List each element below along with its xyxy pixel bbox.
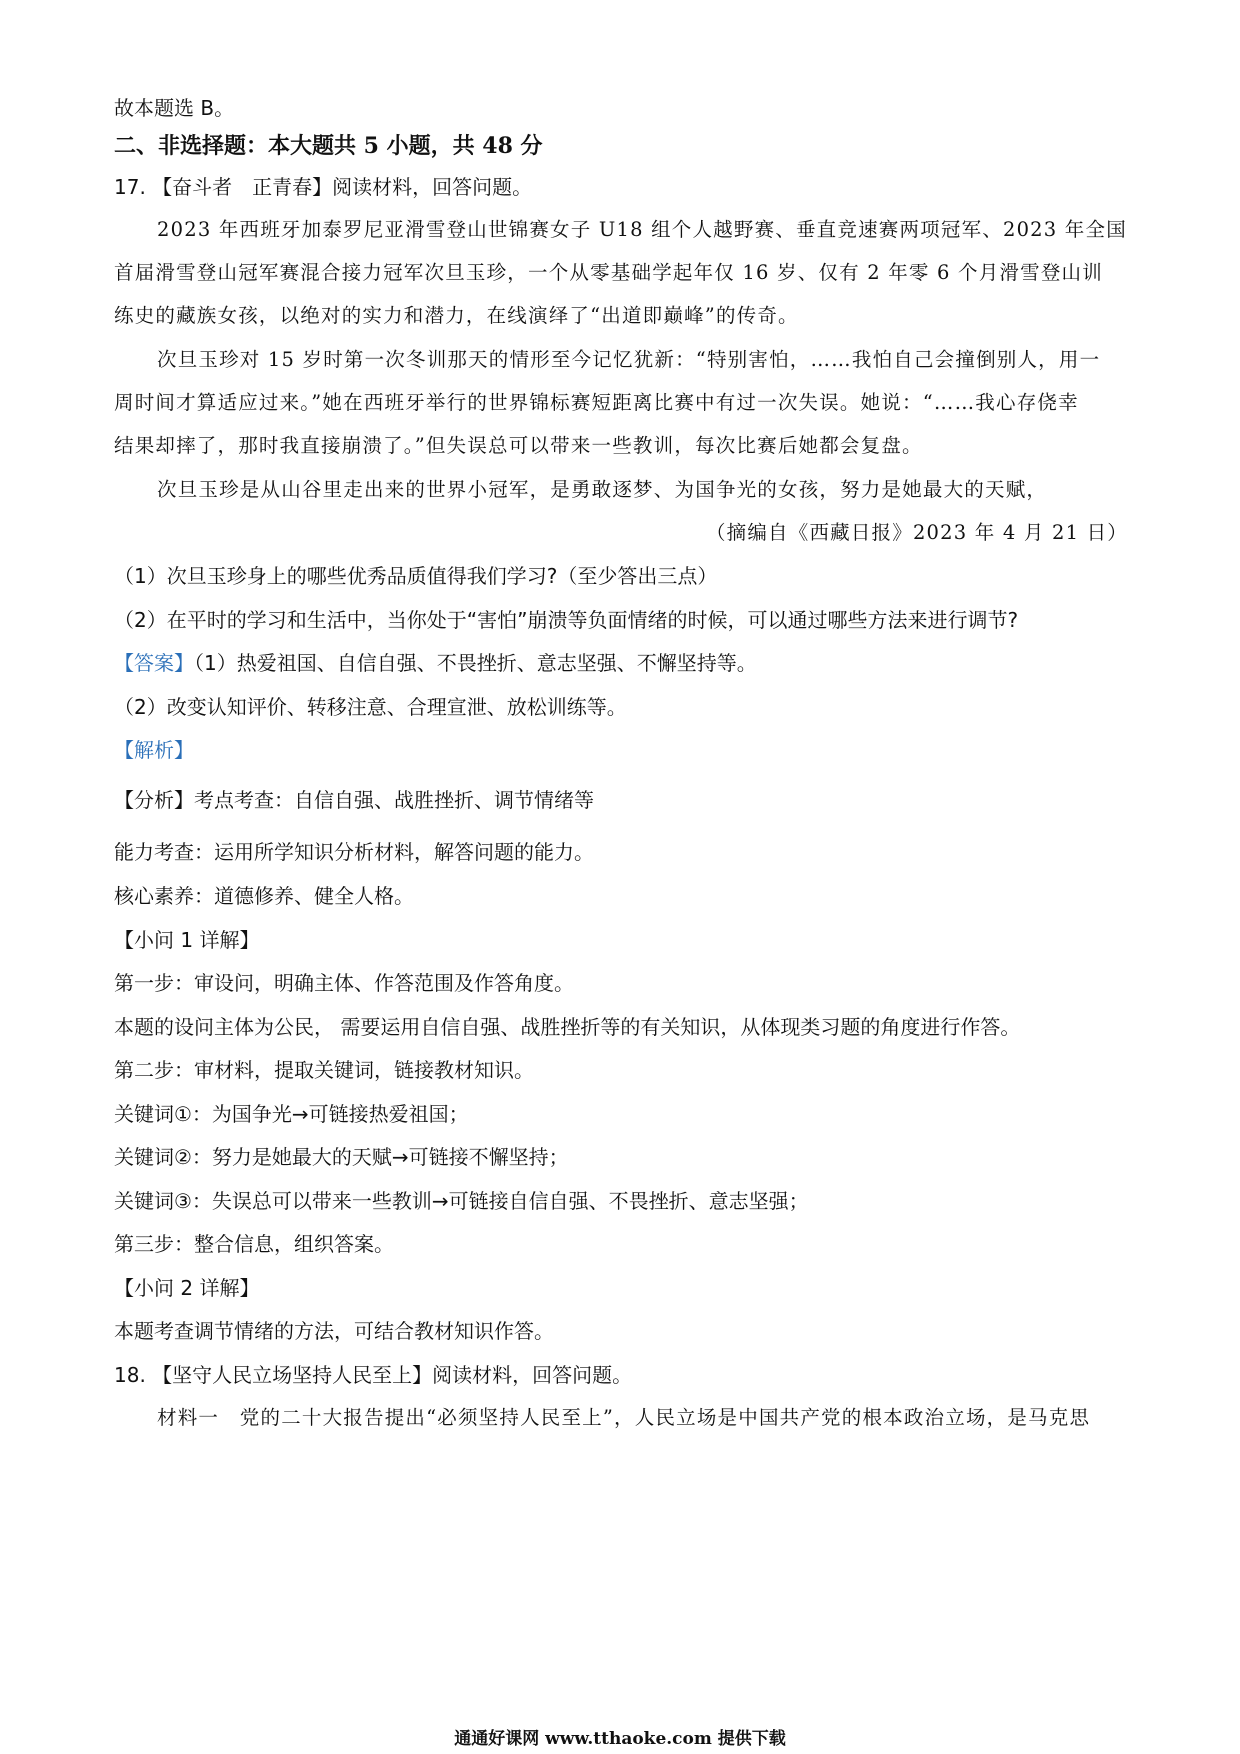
material-paragraph-3-line-1: 次旦玉珍是从山谷里走出来的世界小冠军，是勇敢逐梦、为国争光的女孩，努力是她最大的天赋， <box>157 478 1048 501</box>
footer-source: 通通好课网 www.tthaoke.com 提供下载 <box>454 1729 786 1749</box>
step-2: 第二步：审材料，提取关键词，链接教材知识。 <box>114 1058 534 1082</box>
material-paragraph-2-line-2: 周时间才算适应过来。”她在西班牙举行的世界锦标赛短距离比赛中有过一次失误。她说：“……我心存侥幸 <box>114 391 1079 414</box>
keyword-1: 关键词①：为国争光→可链接热爱祖国； <box>114 1102 469 1126</box>
analysis-tag: 【解析】 <box>114 738 194 762</box>
material-paragraph-1-line-1: 2023 年西班牙加泰罗尼亚滑雪登山世锦赛女子 U18 组个人越野赛、垂直竞速赛两项冠军、2023 年全国 <box>157 218 1127 241</box>
question-18-title: 18. 【坚守人民立场坚持人民至上】阅读材料，回答问题。 <box>114 1363 633 1387</box>
material-paragraph-1-line-3: 练史的藏族女孩，以绝对的实力和潜力，在线演绎了“出道即巅峰”的传奇。 <box>114 304 799 327</box>
ability-assessment: 能力考查：运用所学知识分析材料，解答问题的能力。 <box>114 840 594 864</box>
keyword-2: 关键词②：努力是她最大的天赋→可链接不懈坚持； <box>114 1145 569 1169</box>
previous-answer-conclusion: 故本题选 B。 <box>114 96 235 120</box>
sub-question-2-detail-heading: 【小问 2 详解】 <box>114 1276 260 1300</box>
sub-question-1: （1）次旦玉珍身上的哪些优秀品质值得我们学习?（至少答出三点） <box>114 564 718 588</box>
question-17-title: 17. 【奋斗者 正青春】阅读材料，回答问题。 <box>114 175 533 199</box>
analysis-points: 【分析】考点考查：自信自强、战胜挫折、调节情绪等 <box>114 788 594 812</box>
step-3: 第三步：整合信息，组织答案。 <box>114 1232 394 1256</box>
material-paragraph-1-line-2: 首届滑雪登山冠军赛混合接力冠军次旦玉珍，一个从零基础学起年仅 16 岁、仅有 2 年零 6 个月滑雪登山训 <box>114 261 1103 284</box>
sub-question-2: （2）在平时的学习和生活中，当你处于“害怕”崩溃等负面情绪的时候，可以通过哪些方法来进行调节? <box>114 608 1019 632</box>
answer-text-1: （1）热爱祖国、自信自强、不畏挫折、意志坚强、不懈坚持等。 <box>194 651 757 675</box>
core-literacy: 核心素养：道德修养、健全人格。 <box>114 884 414 908</box>
answer-line-2: （2）改变认知评价、转移注意、合理宣泄、放松训练等。 <box>114 695 627 719</box>
material-paragraph-2-line-3: 结果却摔了，那时我直接崩溃了。”但失误总可以带来一些教训，每次比赛后她都会复盘。 <box>114 434 923 457</box>
answer-line-1 <box>114 649 1134 677</box>
section-heading: 二、非选择题：本大题共 5 小题，共 48 分 <box>114 133 543 159</box>
step-1-detail: 本题的设问主体为公民， 需要运用自信自强、战胜挫折等的有关知识，从体现类习题的角度进行作答。 <box>114 1015 1021 1039</box>
keyword-3: 关键词③：失误总可以带来一些教训→可链接自信自强、不畏挫折、意志坚强； <box>114 1189 809 1213</box>
question-18-material-1: 材料一 党的二十大报告提出“必须坚持人民至上”，人民立场是中国共产党的根本政治立场，是马克思 <box>157 1406 1091 1429</box>
step-1: 第一步：审设问，明确主体、作答范围及作答角度。 <box>114 971 574 995</box>
answer-tag: 【答案】 <box>114 651 194 675</box>
sub-question-1-detail-heading: 【小问 1 详解】 <box>114 928 260 952</box>
material-paragraph-2-line-1: 次旦玉珍对 15 岁时第一次冬训那天的情形至今记忆犹新：“特别害怕，……我怕自己会撞倒别人，用一 <box>157 348 1101 371</box>
sub-question-2-detail: 本题考查调节情绪的方法，可结合教材知识作答。 <box>114 1319 554 1343</box>
material-source: （摘编自《西藏日报》2023 年 4 月 21 日） <box>705 521 1128 544</box>
